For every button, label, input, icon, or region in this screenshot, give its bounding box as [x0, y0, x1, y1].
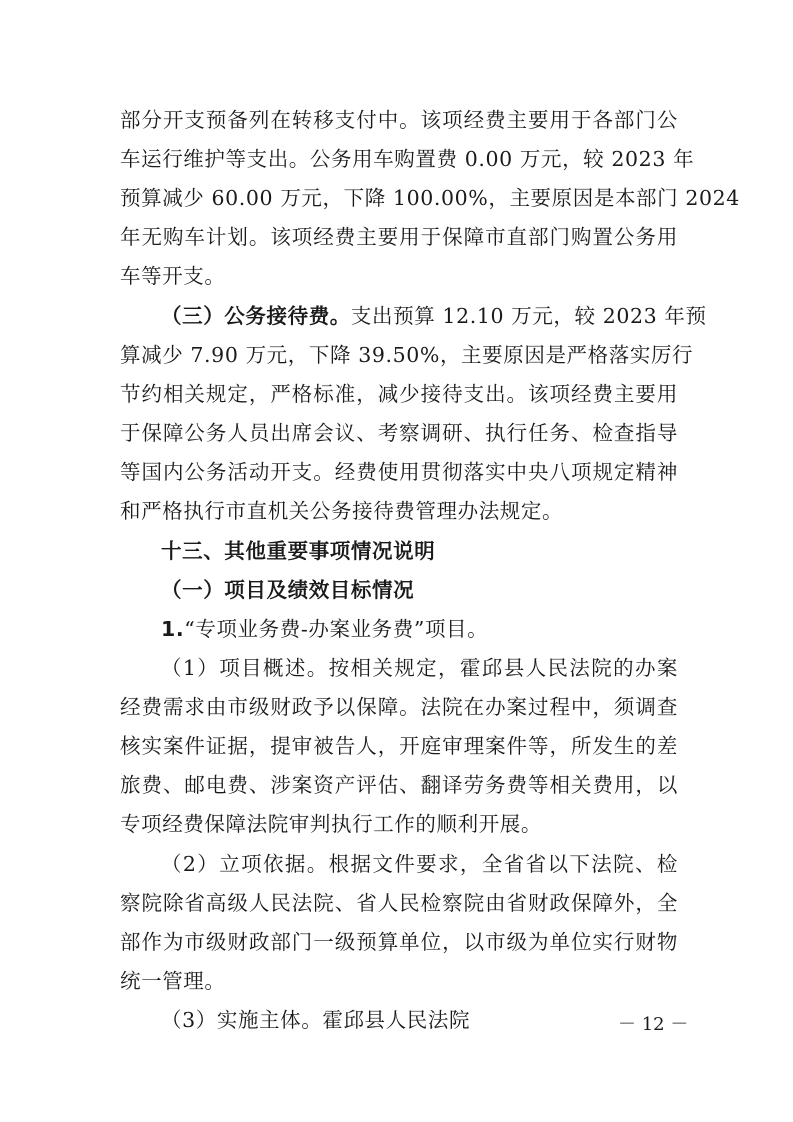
page-number: － 12 －	[618, 1014, 689, 1035]
section-three-paragraph	[161, 297, 707, 335]
body-line: 察院除省高级人民法院、省人民检察院由省财政保障外，全	[120, 891, 678, 915]
item-title: “专项业务费-办案业务费”项目。	[184, 617, 489, 641]
body-line: 车运行维护等支出。公务用车购置费 0.00 万元，较 2023 年	[120, 147, 695, 171]
body-line: 部分开支预备列在转移支付中。该项经费主要用于各部门公	[120, 108, 678, 132]
body-line: 部作为市级财政部门一级预算单位，以市级为单位实行财物	[120, 930, 678, 954]
body-line: 统一管理。	[120, 969, 226, 993]
item-number: 1.	[161, 617, 185, 641]
body-line: 和严格执行市直机关公务接待费管理办法规定。	[120, 499, 564, 523]
section-heading-other-matters: 十三、其他重要事项情况说明	[161, 539, 436, 563]
body-line: （2）立项依据。根据文件要求，全省省以下法院、检	[161, 852, 678, 876]
body-line: 车等开支。	[120, 264, 226, 288]
body-line: （3）实施主体。霍邱县人民法院	[161, 1008, 471, 1032]
body-line: 核实案件证据，提审被告人，开庭审理案件等，所发生的差	[120, 734, 678, 758]
subsection-heading-projects: （一）项目及绩效目标情况	[161, 578, 415, 602]
body-line: （1）项目概述。按相关规定，霍邱县人民法院的办案	[161, 656, 678, 680]
body-line: 算减少 7.90 万元，下降 39.50%，主要原因是严格落实厉行	[120, 343, 694, 367]
body-line: 经费需求由市级财政予以保障。法院在办案过程中，须调查	[120, 695, 678, 719]
body-line: 预算减少 60.00 万元，下降 100.00%，主要原因是本部门 2024	[120, 186, 740, 210]
body-line: 节约相关规定，严格标准，减少接待支出。该项经费主要用	[120, 382, 678, 406]
section-heading-official-reception: （三）公务接待费。	[161, 304, 351, 328]
body-line: 专项经费保障法院审判执行工作的顺利开展。	[120, 812, 542, 836]
body-line: 于保障公务人员出席会议、考察调研、执行任务、检查指导	[120, 421, 678, 445]
body-line: 年无购车计划。该项经费主要用于保障市直部门购置公务用	[120, 225, 678, 249]
body-line: 等国内公务活动开支。经费使用贯彻落实中央八项规定精神	[120, 460, 678, 484]
body-line: 旅费、邮电费、涉案资产评估、翻译劳务费等相关费用，以	[120, 773, 678, 797]
body-text: 支出预算 12.10 万元，较 2023 年预	[350, 304, 707, 328]
item-heading	[161, 610, 678, 648]
